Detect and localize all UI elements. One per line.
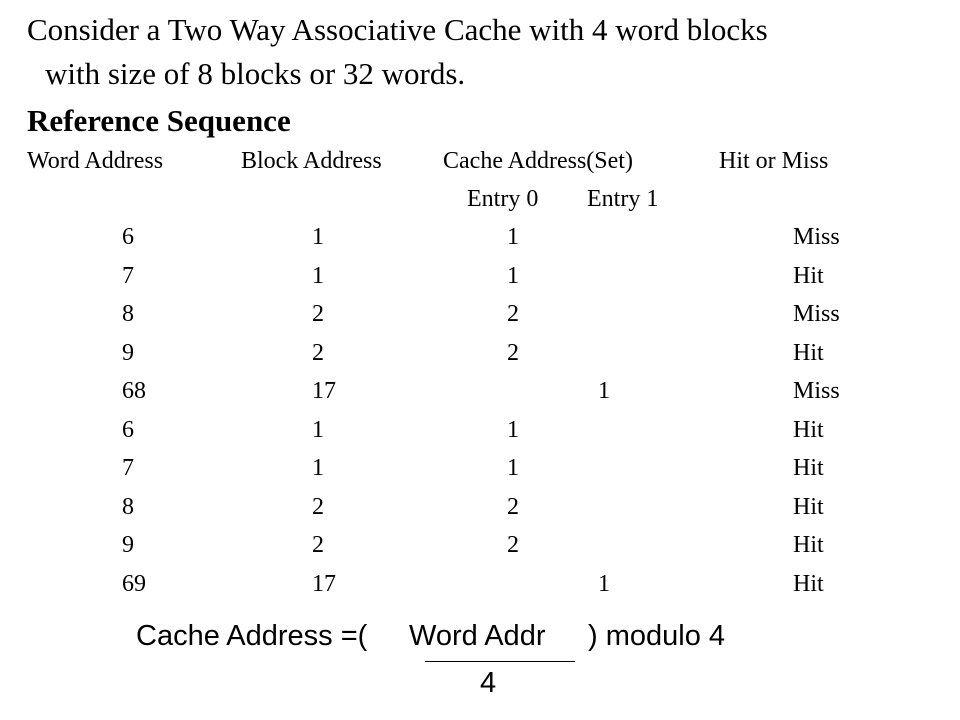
cell-block-address: 2 bbox=[312, 340, 324, 366]
formula-suffix: ) modulo 4 bbox=[588, 620, 726, 652]
cell-block-address: 17 bbox=[312, 571, 336, 597]
header-word-address: Word Address bbox=[27, 148, 164, 174]
cell-entry-1: 1 bbox=[598, 378, 610, 404]
cell-block-address: 1 bbox=[312, 263, 324, 289]
intro-line-2: with size of 8 blocks or 32 words. bbox=[45, 56, 466, 91]
cell-word-address: 7 bbox=[122, 263, 134, 289]
cell-word-address: 68 bbox=[122, 378, 146, 404]
cell-hit-or-miss: Hit bbox=[793, 263, 824, 289]
cell-block-address: 1 bbox=[312, 455, 324, 481]
cell-entry-0: 2 bbox=[507, 340, 519, 366]
subheader-entry-1: Entry 1 bbox=[587, 186, 659, 212]
cell-hit-or-miss: Miss bbox=[793, 224, 840, 250]
cell-word-address: 9 bbox=[122, 340, 134, 366]
cell-block-address: 17 bbox=[312, 378, 336, 404]
cell-block-address: 1 bbox=[312, 224, 324, 250]
cell-word-address: 6 bbox=[122, 224, 134, 250]
cell-word-address: 8 bbox=[122, 494, 134, 520]
cell-hit-or-miss: Hit bbox=[793, 532, 824, 558]
cell-entry-0: 1 bbox=[507, 224, 519, 250]
cell-hit-or-miss: Miss bbox=[793, 301, 840, 327]
fraction-bar bbox=[425, 661, 575, 662]
cell-entry-1: 1 bbox=[598, 571, 610, 597]
subheader-entry-0: Entry 0 bbox=[467, 186, 539, 212]
cell-hit-or-miss: Hit bbox=[793, 455, 824, 481]
formula-denominator: 4 bbox=[480, 667, 497, 699]
cell-hit-or-miss: Miss bbox=[793, 378, 840, 404]
header-hit-or-miss: Hit or Miss bbox=[719, 148, 829, 174]
cell-word-address: 8 bbox=[122, 301, 134, 327]
cell-hit-or-miss: Hit bbox=[793, 494, 824, 520]
cell-block-address: 2 bbox=[312, 494, 324, 520]
cell-word-address: 7 bbox=[122, 455, 134, 481]
cell-hit-or-miss: Hit bbox=[793, 571, 824, 597]
cell-entry-0: 2 bbox=[507, 494, 519, 520]
cell-hit-or-miss: Hit bbox=[793, 340, 824, 366]
cell-entry-0: 1 bbox=[507, 417, 519, 443]
cell-entry-0: 1 bbox=[507, 455, 519, 481]
header-block-address: Block Address bbox=[241, 148, 382, 174]
formula-numerator: Word Addr bbox=[409, 620, 546, 652]
section-heading: Reference Sequence bbox=[27, 103, 291, 138]
cell-entry-0: 1 bbox=[507, 263, 519, 289]
header-cache-address: Cache Address(Set) bbox=[443, 148, 633, 174]
cell-entry-0: 2 bbox=[507, 532, 519, 558]
cell-block-address: 1 bbox=[312, 417, 324, 443]
cell-word-address: 6 bbox=[122, 417, 134, 443]
cell-block-address: 2 bbox=[312, 532, 324, 558]
cell-word-address: 9 bbox=[122, 532, 134, 558]
cell-entry-0: 2 bbox=[507, 301, 519, 327]
cell-word-address: 69 bbox=[122, 571, 146, 597]
formula-prefix: Cache Address =( bbox=[136, 620, 368, 652]
cell-hit-or-miss: Hit bbox=[793, 417, 824, 443]
intro-line-1: Consider a Two Way Associative Cache with 4 word blocks bbox=[27, 12, 768, 47]
cell-block-address: 2 bbox=[312, 301, 324, 327]
